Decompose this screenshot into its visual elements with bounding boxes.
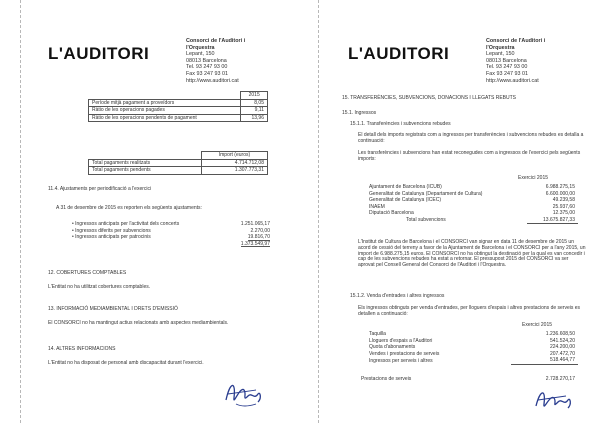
subsidies-table — [366, 184, 578, 224]
section-paragraph: L'Institut de Cultura de Barcelona i el CONSORCI van signar en data 11 de desembre de 2015 un acord de cessió del terreny a favor de la Ajuntament de Barcelona i el CONSORCI per a l'any 2015, un import de 6.988.275,15 euros. El CONSORCI no ha obtingut la destinació per la qual es van concedir i cap de les subvencions rebudes ha estat a retornar. El pressupost 2015 del CONSORCI va ser aprovat pel Consell General del Consorci de l'Auditori i l'Orquestra. — [358, 239, 586, 269]
table-total-row: Total subvencions 13.675.827,33 — [366, 217, 578, 224]
address-line: Tel. 93 247 93 00 — [486, 64, 528, 71]
address-line: Lepant, 150 — [486, 51, 515, 58]
right-margin-line — [318, 0, 319, 423]
section-paragraph: L'Entitat no ha disposat de personal amb discapacitat durant l'exercici. — [48, 360, 204, 366]
address-line: l'Orquestra — [486, 44, 515, 51]
signature-icon — [532, 384, 574, 416]
subsection-title: 15.1.2. Venda d'entrades i altres ingressos — [350, 293, 445, 299]
section-paragraph: L'Entitat no ha utilitzat cobertures comptables. — [48, 284, 151, 290]
subsection-title: 15.1. Ingressos — [342, 110, 377, 116]
table-header: Import (euros) — [201, 152, 267, 160]
signature-icon — [222, 376, 264, 410]
right-address-block — [486, 38, 545, 84]
left-logo: L'AUDITORI — [48, 44, 150, 63]
table-row: Generalitat de Catalunya (Departament de Cultura) 6.600.000,00 — [369, 190, 575, 197]
table-row: Total pagaments realitzats 4.714.712,08 — [89, 159, 268, 167]
table-row: Lloguers d'espais a l'Auditori 541.524,20 — [369, 337, 575, 344]
address-line: Fax 93 247 93 01 — [486, 70, 528, 77]
address-line: http://www.auditori.cat — [486, 77, 539, 84]
section-paragraph: El detall dels imports registrats com a ingressos per transferències i subvencions rebudes es detalla a continuació: — [358, 132, 584, 144]
table-row: Ingressos per serveis i altres 518.464,77 — [366, 357, 578, 364]
income-table — [366, 331, 578, 365]
table-row: Període mitjà pagament a proveïdors 8,05 — [89, 99, 268, 107]
list-total: 1.373.549,97 — [240, 240, 270, 247]
address-line: Consorci de l'Auditori i — [186, 38, 246, 44]
table-row: Diputació Barcelona 12.375,00 — [369, 210, 575, 217]
section-title: 14. ALTRES INFORMACIONS — [48, 346, 116, 352]
section-title: 13. INFORMACIÓ MEDIAMBIENTAL I DRETS D'EMISSIÓ — [48, 306, 178, 312]
table-row: Vendes i prestacions de serveis 207.472,70 — [369, 350, 575, 357]
table-row: Ajuntament de Barcelona (ICUB) 6.988.275,15 — [369, 184, 575, 191]
table-row: Taquilla 1.236.608,50 — [369, 331, 575, 338]
right-logo: L'AUDITORI — [348, 44, 450, 63]
address-line: Lepant, 150 — [186, 51, 215, 58]
table-row: Generalitat de Catalunya (ICEC) 49.239,58 — [369, 197, 575, 204]
section-paragraph: El CONSORCI no ha mantingut actius relacionats amb aspectes mediambientals. — [48, 320, 229, 326]
table-header: Exercici 2015 — [522, 322, 553, 328]
section-title: 15. TRANSFERÈNCIES, SUBVENCIONS, DONACIONS I LLEGATS REBUTS — [342, 95, 517, 101]
address-line: Fax 93 247 93 01 — [186, 70, 228, 77]
list-item: • Ingressos anticipats per l'activitat dels concerts 1.251.065,17 — [72, 221, 270, 227]
table-header: Exercici 2015 — [518, 175, 549, 181]
table-row: Ràtio de les operacions pagades 9,11 — [89, 107, 268, 115]
table-total-row: Prestacions de serveis 2.728.270,17 — [361, 376, 575, 383]
subsection-title: 15.1.1. Transferències i subvencions rebudes — [350, 121, 451, 127]
table-row: Quota d'abonaments 224.200,00 — [369, 344, 575, 351]
section-paragraph: A 31 de desembre de 2015 es reporten els següents ajustaments: — [56, 205, 202, 211]
payment-period-table — [88, 91, 268, 122]
address-line: Consorci de l'Auditori i — [486, 38, 546, 44]
table-header: 2015 — [241, 92, 268, 100]
left-margin-line — [20, 0, 21, 423]
list-item: • Ingressos anticipats per patrocinis 19.816,70 — [72, 234, 270, 240]
payments-amount-table — [88, 151, 268, 175]
address-line: Tel. 93 247 93 00 — [186, 64, 228, 71]
section-title: 11.4. Ajustaments per periodificació a l'exercici — [48, 186, 152, 192]
section-title: 12. COBERTURES COMPTABLES — [48, 270, 127, 276]
income-total-table — [358, 376, 578, 383]
right-page — [300, 0, 600, 423]
address-line: 08013 Barcelona — [186, 57, 227, 64]
table-row: Total pagaments pendents 1.307.773,31 — [89, 167, 268, 175]
accruals-list — [72, 221, 270, 247]
section-paragraph: Les transferències i subvencions han estat reconegudes com a ingressos de l'exercici pels següents imports: — [358, 150, 581, 162]
address-line: l'Orquestra — [186, 44, 215, 51]
table-row: INAEM 25.937,60 — [369, 203, 575, 210]
section-paragraph: Els ingressos obtinguts per venda d'entrades, per lloguers d'espais i altres prestacions de serveis es detallen a continuació: — [358, 305, 581, 317]
list-item: • Ingressos diferits per subvencions 2.270,00 — [72, 227, 270, 234]
table-row: Ràtio de les operacions pendents de pagament 13,96 — [89, 114, 268, 122]
address-line: 08013 Barcelona — [486, 57, 527, 64]
address-line: http://www.auditori.cat — [186, 77, 239, 84]
left-address-block — [186, 38, 245, 84]
